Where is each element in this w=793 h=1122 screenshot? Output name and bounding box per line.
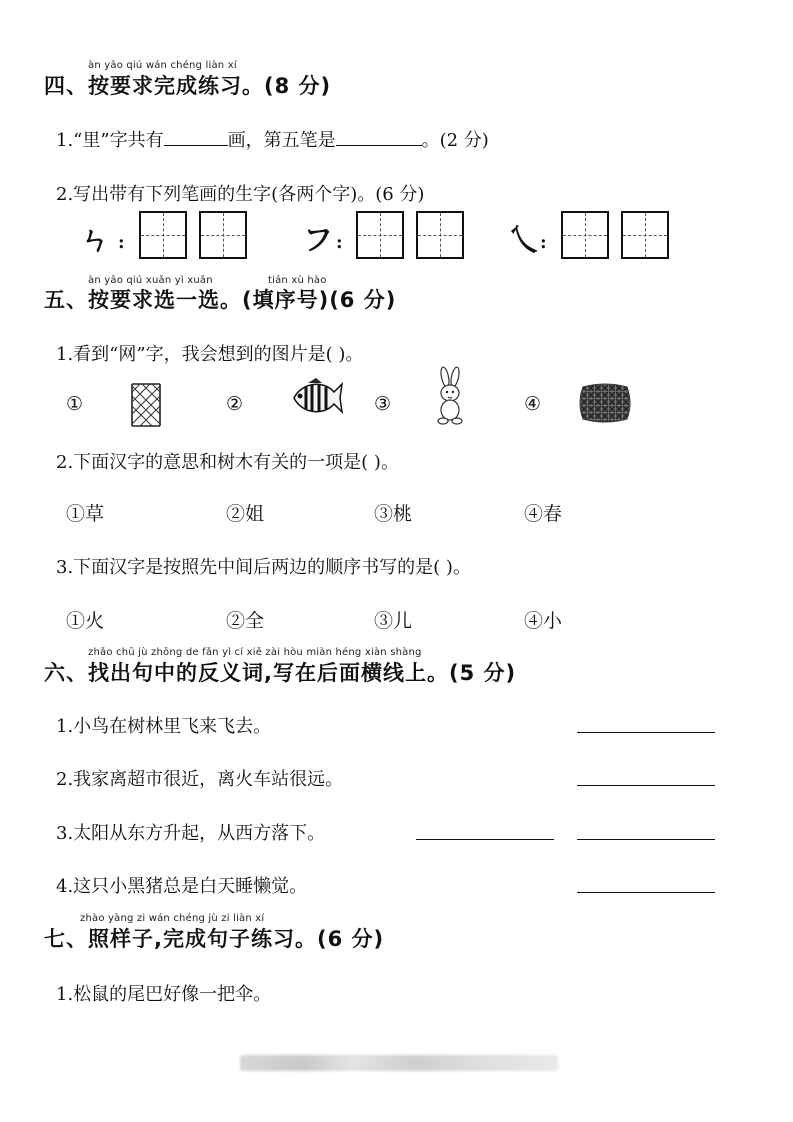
stroke-glyph-3: 乀 [508,223,538,258]
section4-q1 [56,126,489,152]
net-image [128,381,164,429]
tianzige-box[interactable] [416,211,464,259]
answer-blank[interactable] [164,127,228,146]
q3-option-3: ③儿 [374,610,413,632]
section6-item-3: 3.太阳从东方升起，从西方落下。 [56,823,326,844]
section4-q1-text1: 1.“里”字共有 [56,130,164,151]
answer-line[interactable] [577,892,715,893]
section5-q2: 2.下面汉字的意思和树木有关的一项是( )。 [56,452,399,473]
section5-pinyin: àn yāo qiú xuǎn yì xuǎn [88,275,213,286]
q3-option-2: ②全 [226,610,265,632]
answer-line[interactable] [416,839,554,840]
woven-mat-image [577,381,633,425]
rabbit-image [434,366,468,426]
q3-option-4: ④小 [524,610,563,632]
option-3-marker: ③ [374,393,392,415]
tianzige-box[interactable] [199,211,247,259]
option-4-marker: ④ [524,393,542,415]
answer-line[interactable] [577,839,715,840]
colon: : [118,232,125,253]
tianzige-box[interactable] [356,211,404,259]
section7-title: 七、照样子,完成句子练习。(6 分) [44,927,385,951]
tianzige-box[interactable] [621,211,669,259]
section4-title: 四、按要求完成练习。(8 分) [44,74,332,98]
section6-pinyin: zhǎo chū jù zhōng de fǎn yì cí xiě zài hòu miàn héng xiàn shàng [88,647,422,658]
section4-q1-text3: 。(2 分) [421,130,489,151]
q3-option-1: ①火 [66,610,105,632]
option-1-marker: ① [66,393,84,415]
section7-q1: 1.松鼠的尾巴好像一把伞。 [56,984,272,1005]
colon: : [336,232,343,253]
q2-option-2: ②姐 [226,503,265,525]
answer-line[interactable] [577,785,715,786]
section5-title: 五、按要求选一选。(填序号)(6 分) [44,288,397,312]
section4-q1-text2: 画，第五笔是 [227,130,336,151]
q2-option-4: ④春 [524,503,563,525]
section7-pinyin: zhào yàng zi wán chéng jù zi liàn xí [80,913,265,924]
colon: : [540,232,547,253]
answer-blank[interactable] [336,127,422,146]
section6-title: 六、找出句中的反义词,写在后面横线上。(5 分) [44,661,517,685]
section6-item-1: 1.小鸟在树林里飞来飞去。 [56,716,272,737]
section5-q3: 3.下面汉字是按照先中间后两边的顺序书写的是( )。 [56,557,471,578]
section5-pinyin-2: tián xù hào [268,275,327,286]
answer-line[interactable] [577,732,715,733]
q2-option-1: ①草 [66,503,105,525]
section4-pinyin: àn yāo qiú wán chéng liàn xí [88,60,237,71]
option-2-marker: ② [226,393,244,415]
tianzige-box[interactable] [561,211,609,259]
section6-item-4: 4.这只小黑猪总是白天睡懒觉。 [56,876,308,897]
fish-image [288,378,344,418]
stroke-glyph-2: フ [303,223,333,258]
tianzige-box[interactable] [139,211,187,259]
stroke-glyph-1: ㄣ [80,223,110,258]
section5-q1: 1.看到“网”字，我会想到的图片是( )。 [56,344,364,365]
q2-option-3: ③桃 [374,503,413,525]
section4-q2: 2.写出带有下列笔画的生字(各两个字)。(6 分) [56,184,425,205]
blurred-footer [240,1055,558,1071]
section6-item-2: 2.我家离超市很近，离火车站很远。 [56,769,344,790]
